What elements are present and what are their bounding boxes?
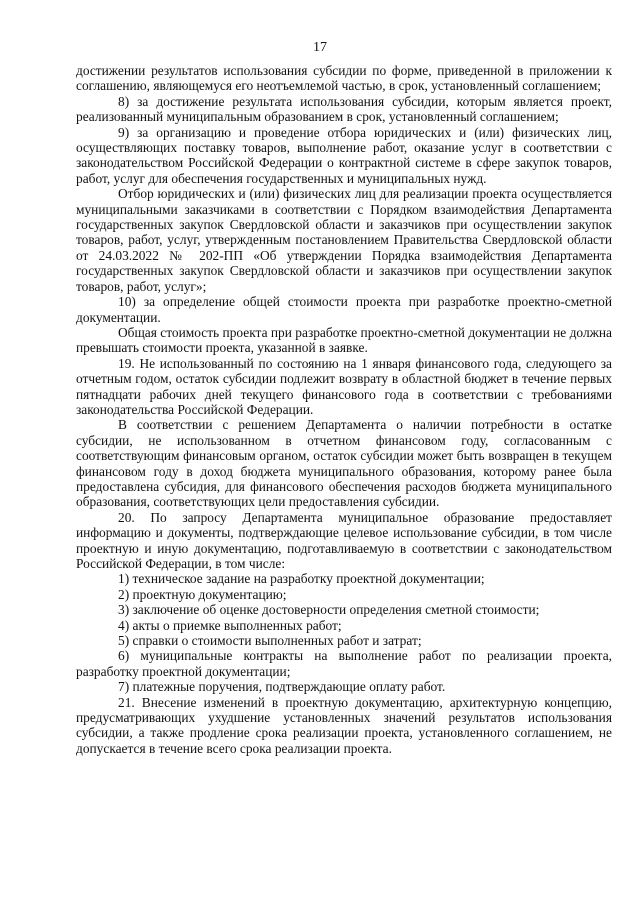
page-number: 17	[313, 40, 327, 55]
list-item-2: 2) проектную документацию;	[118, 586, 287, 602]
list-item-5: 5) справки о стоимости выполненных работ и затрат;	[118, 633, 422, 649]
paragraph-clause-20: 20. По запросу Департамента муниципальное образование предоставляет информацию и документы, подтверждающие целевое использование субсидии, в том числе проектную и иную документацию, подготавливаемую в соответствии с законодательством Российской Федерации, в том числе:	[76, 509, 612, 571]
list-item-3: 3) заключение об оценке достоверности определения сметной стоимости;	[118, 602, 540, 618]
paragraph-total-cost: Общая стоимость проекта при разработке проектно-сметной документации не должна превышать стоимости проекта, указанной в заявке.	[76, 324, 612, 356]
paragraph-selection-procedure: Отбор юридических и (или) физических лиц для реализации проекта осуществляется муниципальными заказчиками в соответствии с Порядком взаимодействия Департамента государственных закупок Свердловской области и заказчиков при осуществлении закупок товаров, работ, услуг, утвержденным постановлением Правительства Свердловской области от 24.03.2022 № 202-ПП «Об утверждении Порядка взаимодействия Департамента государственных закупок Свердловской области и заказчиков при осуществлении закупок товаров, работ, услуг»;	[76, 186, 612, 294]
paragraph-item-10: 10) за определение общей стоимости проекта при разработке проектно-сметной документации.	[76, 294, 612, 325]
list-item-4: 4) акты о приемке выполненных работ;	[118, 617, 342, 633]
paragraph-balance-return: В соответствии с решением Департамента о наличии потребности в остатке субсидии, не использованном в отчетном финансовом году, согласованным с соответствующим финансовым органом, остаток субсидии может быть возвращен в текущем финансовом году в доход бюджета муниципального образования, которому ранее была предоставлена субсидия, для финансового обеспечения расходов бюджета муниципального образования, соответствующих цели предоставления субсидии.	[76, 417, 612, 510]
list-item-6: 6) муниципальные контракты на выполнение работ по реализации проекта, разработку проектной документации;	[76, 648, 612, 679]
paragraph-item-9: 9) за организацию и проведение отбора юридических и (или) физических лиц, осуществляющих поставку товаров, выполнение работ, оказание услуг в соответствии с законодательством Российской Федерации о контрактной системе в сфере закупок товаров, работ, услуг для обеспечения государственных и муниципальных нужд.	[76, 124, 612, 186]
paragraph-item-8: 8) за достижение результата использования субсидии, которым является проект, реализованный муниципальным образованием в срок, установленный соглашением;	[76, 93, 612, 125]
list-item-7: 7) платежные поручения, подтверждающие оплату работ.	[118, 679, 446, 695]
paragraph-clause-21: 21. Внесение изменений в проектную документацию, архитектурную концепцию, предусматривающих ухудшение установленных значений результатов использования субсидии, а также продление срока реализации проекта, установленного соглашением, не допускается в течение всего срока реализации проекта.	[76, 694, 612, 756]
list-item-1: 1) техническое задание на разработку проектной документации;	[118, 571, 485, 587]
paragraph-clause-19: 19. Не использованный по состоянию на 1 января финансового года, следующего за отчетным годом, остаток субсидии подлежит возврату в областной бюджет в течение первых пятнадцати рабочих дней текущего финансового года в соответствии с требованиями законодательства Российской Федерации.	[76, 355, 612, 417]
document-body	[76, 63, 612, 756]
paragraph-continuation: достижении результатов использования субсидии по форме, приведенной в приложении к соглашению, являющемуся его неотъемлемой частью, в срок, установленный соглашением;	[76, 63, 612, 94]
